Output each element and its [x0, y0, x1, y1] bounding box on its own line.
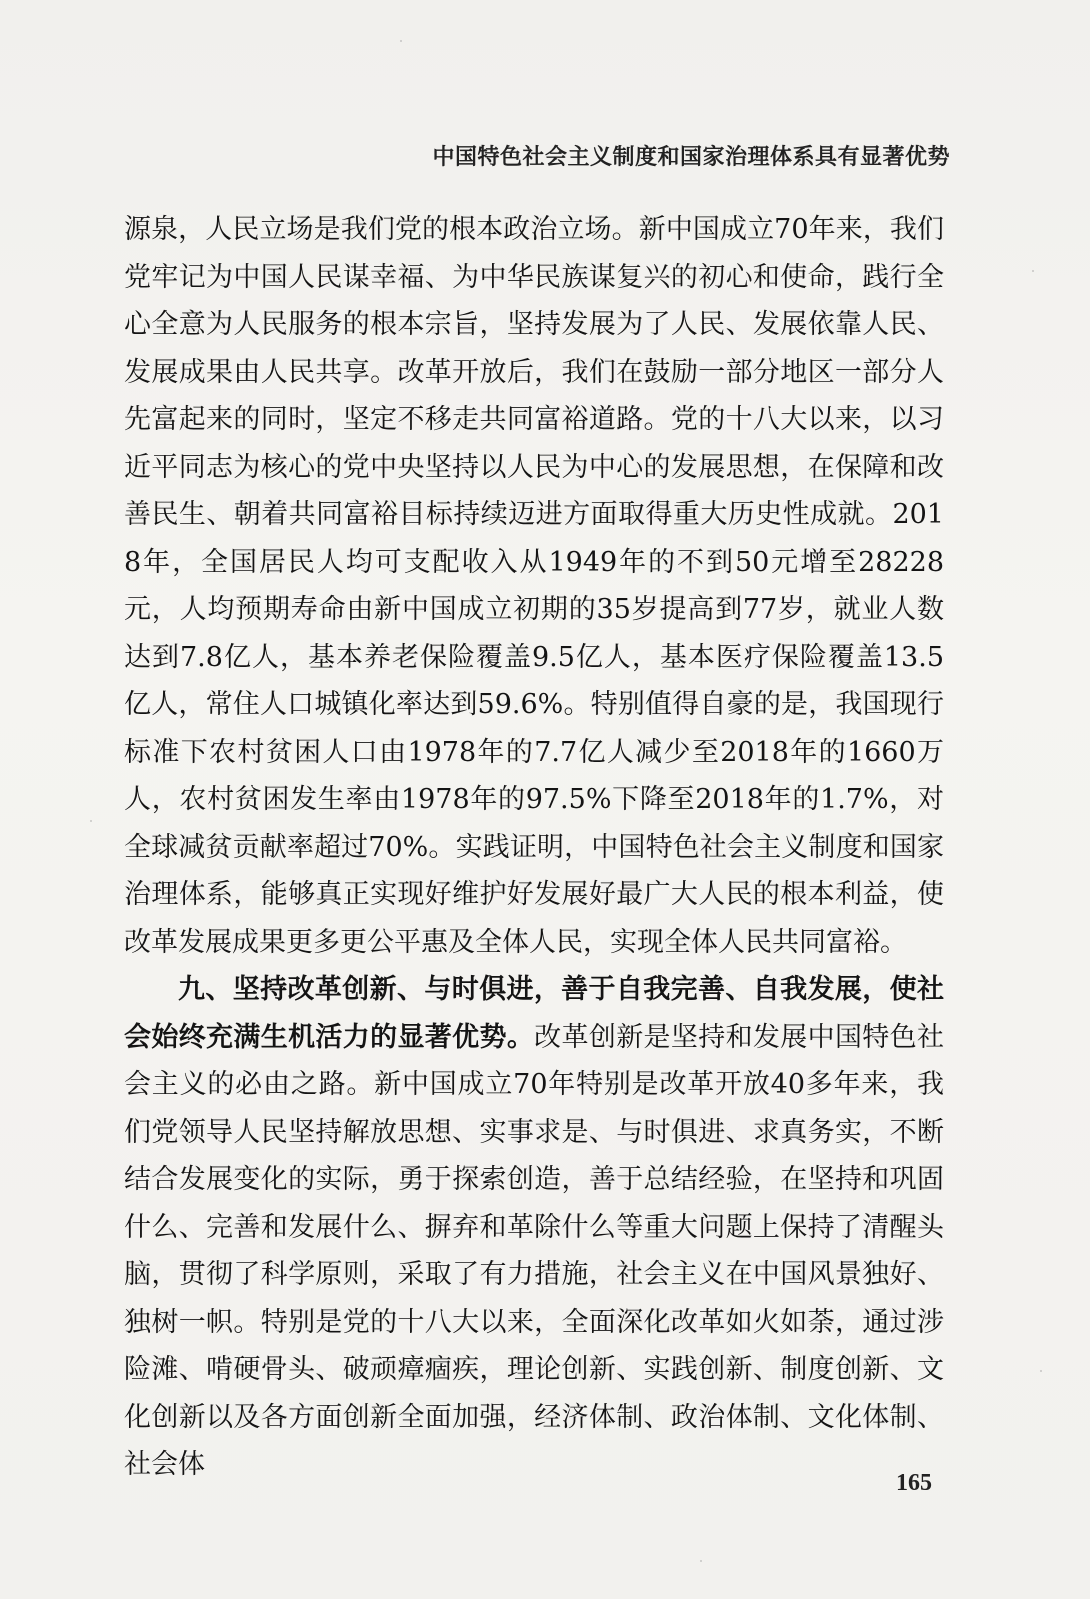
scan-speck	[700, 1560, 702, 1562]
scan-speck	[1040, 1370, 1042, 1372]
paragraph-1: 源泉，人民立场是我们党的根本政治立场。新中国成立70年来，我们党牢记为中国人民谋幸福、为中华民族谋复兴的初心和使命，践行全心全意为人民服务的根本宗旨，坚持发展为了人民、发展依靠人民、发展成果由人民共享。改革开放后，我们在鼓励一部分地区一部分人先富起来的同时，坚定不移走共同富裕道路。党的十八大以来，以习近平同志为核心的党中央坚持以人民为中心的发展思想，在保障和改善民生、朝着共同富裕目标持续迈进方面取得重大历史性成就。2018年，全国居民人均可支配收入从1949年的不到50元增至28228元，人均预期寿命由新中国成立初期的35岁提高到77岁，就业人数达到7.8亿人，基本养老保险覆盖9.5亿人，基本医疗保险覆盖13.5亿人，常住人口城镇化率达到59.6%。特别值得自豪的是，我国现行标准下农村贫困人口由1978年的7.7亿人减少至2018年的1660万人，农村贫困发生率由1978年的97.5%下降至2018年的1.7%，对全球减贫贡献率超过70%。实践证明，中国特色社会主义制度和国家治理体系，能够真正实现好维护好发展好最广大人民的根本利益，使改革发展成果更多更公平惠及全体人民，实现全体人民共同富裕。	[124, 214, 944, 958]
paragraph-2-body: 改革创新是坚持和发展中国特色社会主义的必由之路。新中国成立70年特别是改革开放40多年来，我们党领导人民坚持解放思想、实事求是、与时俱进、求真务实，不断结合发展变化的实际，勇于探索创造，善于总结经验，在坚持和巩固什么、完善和发展什么、摒弃和革除什么等重大问题上保持了清醒头脑，贯彻了科学原则，采取了有力措施，社会主义在中国风景独好、独树一帜。特别是党的十八大以来，全面深化改革如火如荼，通过涉险滩、啃硬骨头、破顽瘴痼疾，理论创新、实践创新、制度创新、文化创新以及各方面创新全面加强，经济体制、政治体制、文化体制、社会体	[124, 1021, 944, 1480]
page-number: 165	[896, 1470, 932, 1496]
paragraph-2	[124, 966, 944, 1489]
body-text	[124, 206, 944, 1489]
scan-speck	[1032, 270, 1034, 272]
scan-speck	[90, 820, 92, 822]
running-header: 中国特色社会主义制度和国家治理体系具有显著优势	[432, 145, 950, 170]
scan-speck	[400, 40, 402, 42]
section-heading-nine: 九、坚持改革创新、与时俱进，善于自我完善、自我发展，使社会始终充满生机活力的显著优势。	[124, 974, 944, 1053]
